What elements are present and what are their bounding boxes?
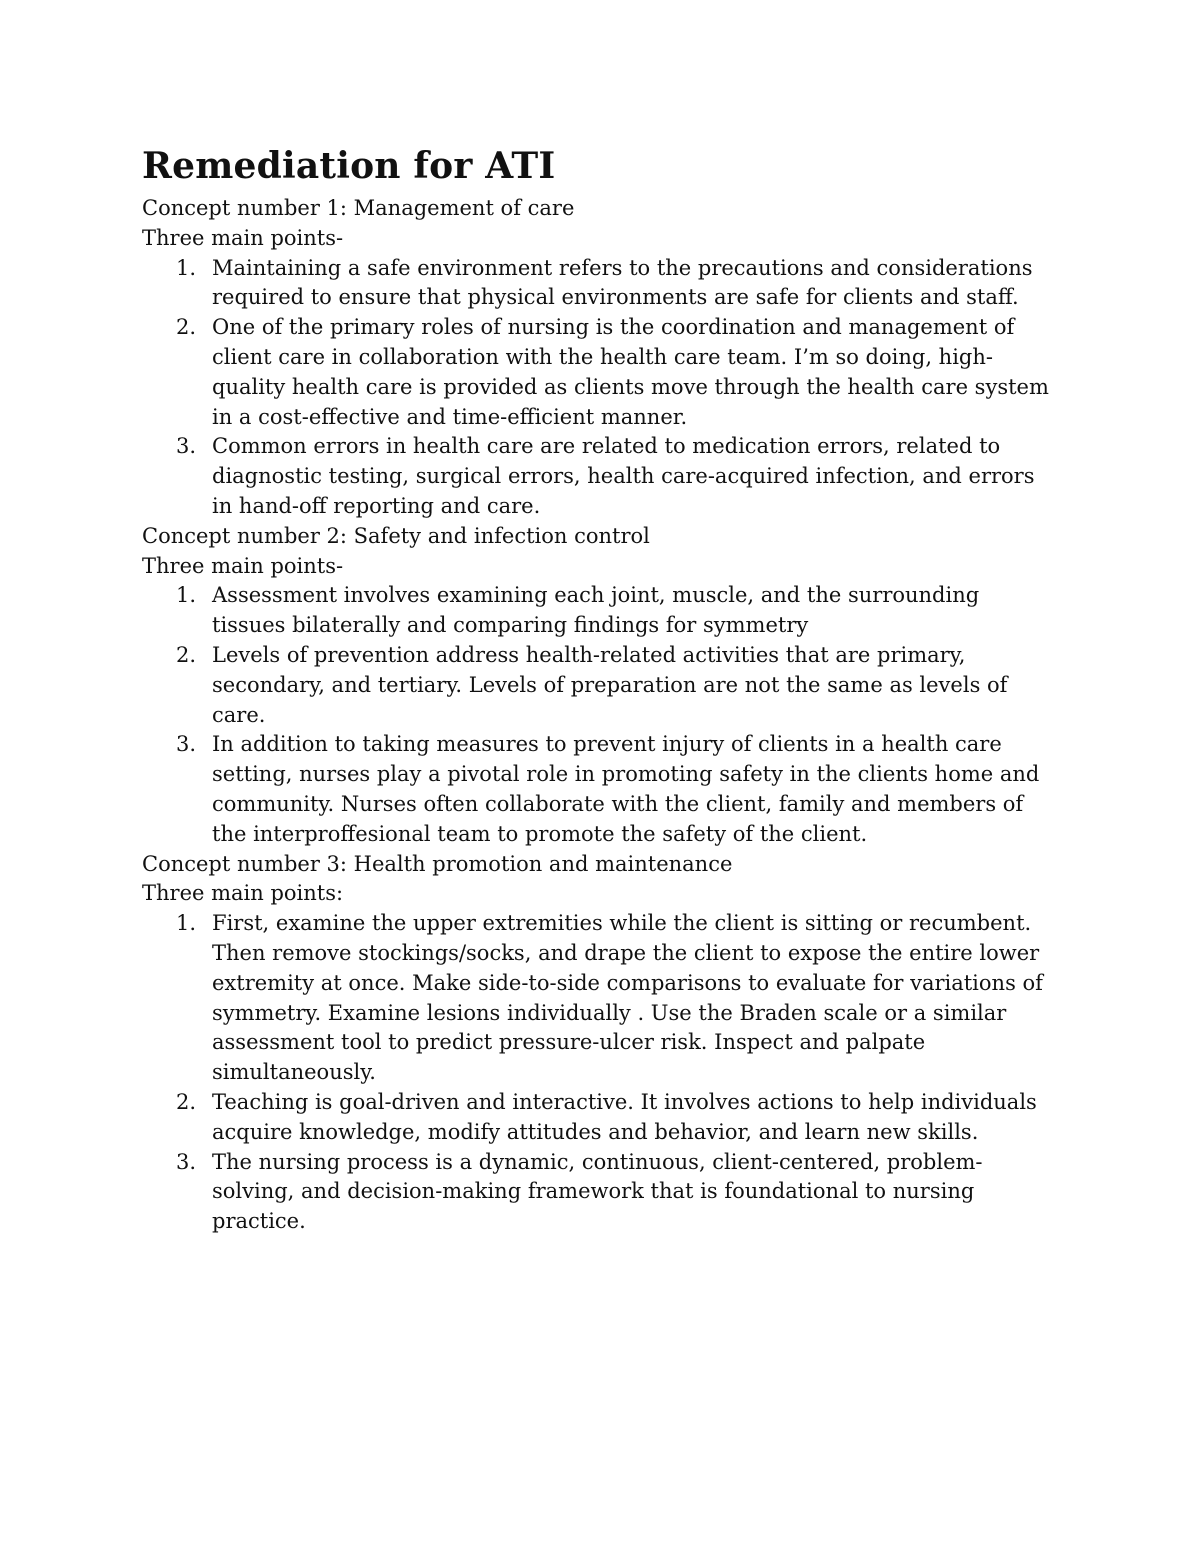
list-item-text-line: in a cost-effective and time-efficient manner. [212,404,688,429]
main-points-list [142,581,1072,849]
list-item-text-line: symmetry. Examine lesions individually . Use the Braden scale or a similar [212,1000,1007,1025]
list-item-text-line: Assessment involves examining each joint, muscle, and the surrounding [212,583,980,608]
list-item-text-line: Maintaining a safe environment refers to the precautions and considerations [212,255,1033,280]
list-item-text-line: in hand-off reporting and care. [212,493,541,518]
list-item [142,432,1072,521]
list-item-text-line: First, examine the upper extremities while the client is sitting or recumbent. [212,911,1032,936]
concept-section-3 [142,850,1072,1237]
list-item [142,313,1072,432]
list-item [142,581,1072,641]
list-item-number: 2. [176,642,197,667]
list-item-text-line: extremity at once. Make side-to-side comparisons to evaluate for variations of [212,970,1043,995]
list-item-number: 1. [176,583,197,608]
list-item-text-line: diagnostic testing, surgical errors, health care-acquired infection, and errors [212,464,1035,489]
list-item [142,254,1072,314]
list-item-text-line: assessment tool to predict pressure-ulcer risk. Inspect and palpate [212,1030,926,1055]
list-item-number: 3. [176,434,197,459]
list-item [142,730,1072,849]
concept-heading: Concept number 1: Management of care [142,196,575,220]
list-item-text-line: the interproffesional team to promote the safety of the client. [212,821,868,846]
list-item-text-line: One of the primary roles of nursing is the coordination and management of [212,315,1015,340]
concept-sections [142,194,1072,1237]
list-item-text-line: required to ensure that physical environments are safe for clients and staff. [212,285,1019,310]
main-points-list [142,254,1072,522]
list-item-text-line: acquire knowledge, modify attitudes and behavior, and learn new skills. [212,1119,979,1144]
list-item [142,1148,1072,1237]
document-title: Remediation for ATI [142,145,556,187]
list-item-number: 2. [176,315,197,340]
list-item-text-line: community. Nurses often collaborate with the client, family and members of [212,791,1024,816]
list-item-number: 2. [176,1089,197,1114]
list-item-text-line: solving, and decision-making framework that is foundational to nursing [212,1179,975,1204]
main-points-label: Three main points- [142,225,344,250]
concept-section-2 [142,522,1072,850]
concept-section-1 [142,194,1072,522]
list-item-number: 1. [176,911,197,936]
list-item-number: 3. [176,1149,197,1174]
list-item [142,1088,1072,1148]
list-item-text-line: Common errors in health care are related to medication errors, related to [212,434,1001,459]
list-item-text-line: tissues bilaterally and comparing findings for symmetry [212,613,809,638]
list-item-text-line: quality health care is provided as clients move through the health care system [212,374,1049,399]
list-item [142,909,1072,1088]
list-item-text-line: Teaching is goal-driven and interactive. It involves actions to help individuals [212,1089,1037,1114]
concept-heading: Concept number 3: Health promotion and maintenance [142,851,733,876]
main-points-label: Three main points- [142,553,344,578]
list-item-text-line: The nursing process is a dynamic, continuous, client-centered, problem- [212,1149,983,1174]
list-item [142,641,1072,730]
main-points-label: Three main points: [142,881,344,906]
list-item-text-line: setting, nurses play a pivotal role in promoting safety in the clients home and [212,762,1040,787]
list-item-text-line: secondary, and tertiary. Levels of preparation are not the same as levels of [212,672,1008,697]
list-item-text-line: simultaneously. [212,1060,376,1085]
list-item-text-line: Levels of prevention address health-related activities that are primary, [212,642,966,667]
list-item-text-line: practice. [212,1209,306,1234]
list-item-number: 1. [176,255,197,280]
list-item-text-line: Then remove stockings/socks, and drape the client to expose the entire lower [212,940,1040,965]
document-body [142,140,1072,1237]
main-points-list [142,909,1072,1237]
list-item-text-line: In addition to taking measures to prevent injury of clients in a health care [212,732,1002,757]
list-item-text-line: client care in collaboration with the health care team. I’m so doing, high- [212,344,993,369]
list-item-number: 3. [176,732,197,757]
list-item-text-line: care. [212,702,266,727]
concept-heading: Concept number 2: Safety and infection control [142,523,650,548]
